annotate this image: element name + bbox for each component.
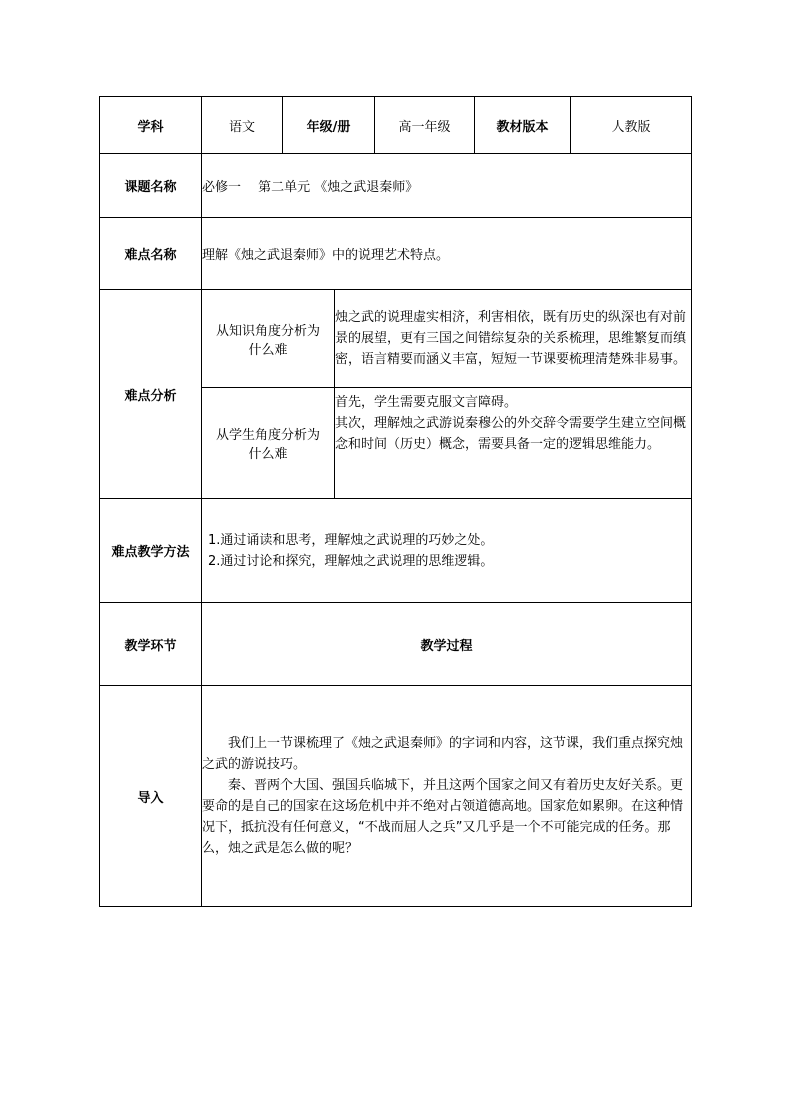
grade-value: 高一年级 [375,97,475,154]
lesson-plan-table [99,96,692,907]
topic-row [100,154,692,218]
intro-label: 导入 [100,686,202,907]
stage-label: 教学环节 [100,603,202,686]
grade-label: 年级/册 [283,97,375,154]
student-angle-text [335,388,692,499]
subject-label: 学科 [100,97,202,154]
process-header-row [100,603,692,686]
difficulty-label: 难点名称 [100,218,202,290]
student-angle-label [202,388,335,499]
intro-paragraph-1: 我们上一节课梳理了《烛之武退秦师》的字词和内容，这节课，我们重点探究烛之武的游说技巧。 [202,736,684,772]
methods-label: 难点教学方法 [100,499,202,603]
topic-value: 必修一 第二单元 《烛之武退秦师》 [202,154,692,218]
student-text-line-2: 其次，理解烛之武游说秦穆公的外交辞令需要学生建立空间概念和时间（历史）概念，需要具备一定的逻辑思维能力。 [335,416,687,452]
knowledge-angle-label-line2: 什么难 [248,342,288,358]
analysis-label: 难点分析 [100,290,202,499]
student-angle-label-line2: 什么难 [248,447,288,462]
process-label: 教学过程 [202,603,692,686]
intro-row [100,686,692,907]
intro-content [202,686,692,907]
difficulty-value: 理解《烛之武退秦师》中的说理艺术特点。 [202,218,692,290]
knowledge-angle-label [202,290,335,388]
methods-list [202,499,692,603]
student-text-line-1: 首先，学生需要克服文言障碍。 [335,395,518,410]
edition-label: 教材版本 [475,97,571,154]
topic-label: 课题名称 [100,154,202,218]
method-item-1: 1.通过诵读和思考，理解烛之武说理的巧妙之处。 [208,532,494,548]
difficulty-row [100,218,692,290]
intro-paragraph-2: 秦、晋两个大国、强国兵临城下，并且这两个国家之间又有着历史友好关系。更要命的是自己的国家在这场危机中并不绝对占领道德高地。国家危如累卵。在这种情况下，抵抗没有任何意义，“不战而屈人之兵”又几乎是一个不可能完成的任务。那么，烛之武是怎么做的呢？ [202,778,684,856]
knowledge-angle-text: 烛之武的说理虚实相济，利害相依，既有历史的纵深也有对前景的展望，更有三国之间错综复杂的关系梳理，思维繁复而缜密，语言精要而涵义丰富，短短一节课要梳理清楚殊非易事。 [335,290,692,388]
student-angle-label-line1: 从学生角度分析为 [215,428,320,443]
subject-value: 语文 [202,97,283,154]
header-row [100,97,692,154]
method-item-2: 2.通过讨论和探究，理解烛之武说理的思维逻辑。 [208,553,494,569]
edition-value: 人教版 [571,97,692,154]
knowledge-angle-label-line1: 从知识角度分析为 [215,323,320,339]
analysis-knowledge-row [100,290,692,388]
methods-row [100,499,692,603]
